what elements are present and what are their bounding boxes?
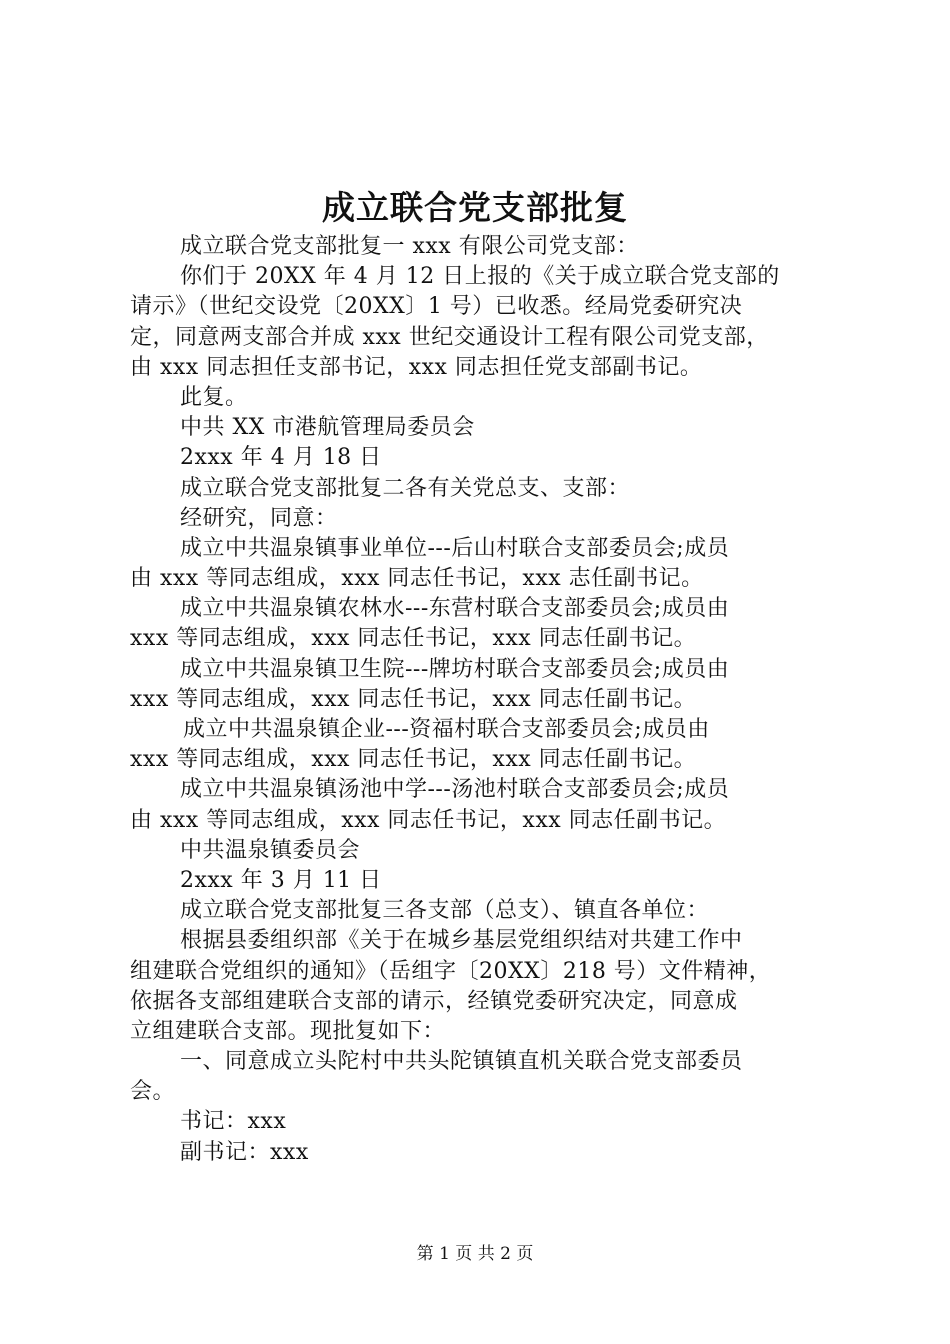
body-line: 经研究，同意： [180,505,338,531]
body-line: 由 xxx 等同志组成，xxx 同志任书记，xxx 志任副书记。 [130,566,704,592]
body-line: xxx 等同志组成，xxx 同志任书记，xxx 同志任副书记。 [130,747,697,773]
body-line: 成立联合党支部批复一 xxx 有限公司党支部： [180,234,639,259]
body-line: 成立联合党支部批复二各有关党总支、支部： [180,475,631,501]
body-line: 一、同意成立头陀村中共头陀镇镇直机关联合党支部委员 [180,1049,743,1075]
body-line: 中共温泉镇委员会 [180,837,361,863]
body-line: 成立联合党支部批复三各支部（总支）、镇直各单位： [180,898,710,924]
body-line: 根据县委组织部《关于在城乡基层党组织结对共建工作中 [180,928,743,954]
page-number-footer: 第 1 页 共 2 页 [416,1244,534,1264]
document-body [130,232,830,1168]
body-line: 成立中共温泉镇汤池中学---汤池村联合支部委员会;成员 [180,777,730,803]
body-line: xxx 等同志组成，xxx 同志任书记，xxx 同志任副书记。 [130,686,697,712]
body-line: 由 xxx 同志担任支部书记，xxx 同志担任党支部副书记。 [130,354,703,380]
body-line: 成立中共温泉镇卫生院---牌坊村联合支部委员会;成员由 [180,656,730,682]
body-line: 副书记：xxx [180,1139,309,1165]
body-line: 成立中共温泉镇事业单位---后山村联合支部委员会;成员 [180,535,730,561]
body-line: 立组建联合支部。现批复如下： [130,1018,446,1044]
body-line: 书记：xxx [180,1109,287,1135]
body-line: 中共 XX 市港航管理局委员会 [180,415,475,441]
document-title: 成立联合党支部批复 [322,188,628,227]
body-line: 2xxx 年 4 月 18 日 [180,445,382,471]
body-line: 2xxx 年 3 月 11 日 [180,867,382,893]
body-line: 由 xxx 等同志组成，xxx 同志任书记，xxx 同志任副书记。 [130,807,727,833]
body-line: 会。 [130,1079,176,1105]
body-line: 依据各支部组建联合支部的请示，经镇党委研究决定，同意成 [130,988,738,1014]
body-line: 此复。 [180,384,248,410]
body-line: xxx 等同志组成，xxx 同志任书记，xxx 同志任副书记。 [130,626,697,652]
body-line: 你们于 20XX 年 4 月 12 日上报的《关于成立联合党支部的 [180,264,780,290]
body-line: 成立中共温泉镇企业---资福村联合支部委员会;成员由 [183,717,710,742]
body-line: 定，同意两支部合并成 xxx 世纪交通设计工程有限公司党支部， [130,324,769,350]
body-line: 组建联合党组织的通知》（岳组字〔20XX〕218 号）文件精神， [130,958,772,984]
body-line: 成立中共温泉镇农林水---东营村联合支部委员会;成员由 [180,596,730,622]
body-line: 请示》（世纪交设党〔20XX〕1 号）已收悉。经局党委研究决 [130,294,743,320]
